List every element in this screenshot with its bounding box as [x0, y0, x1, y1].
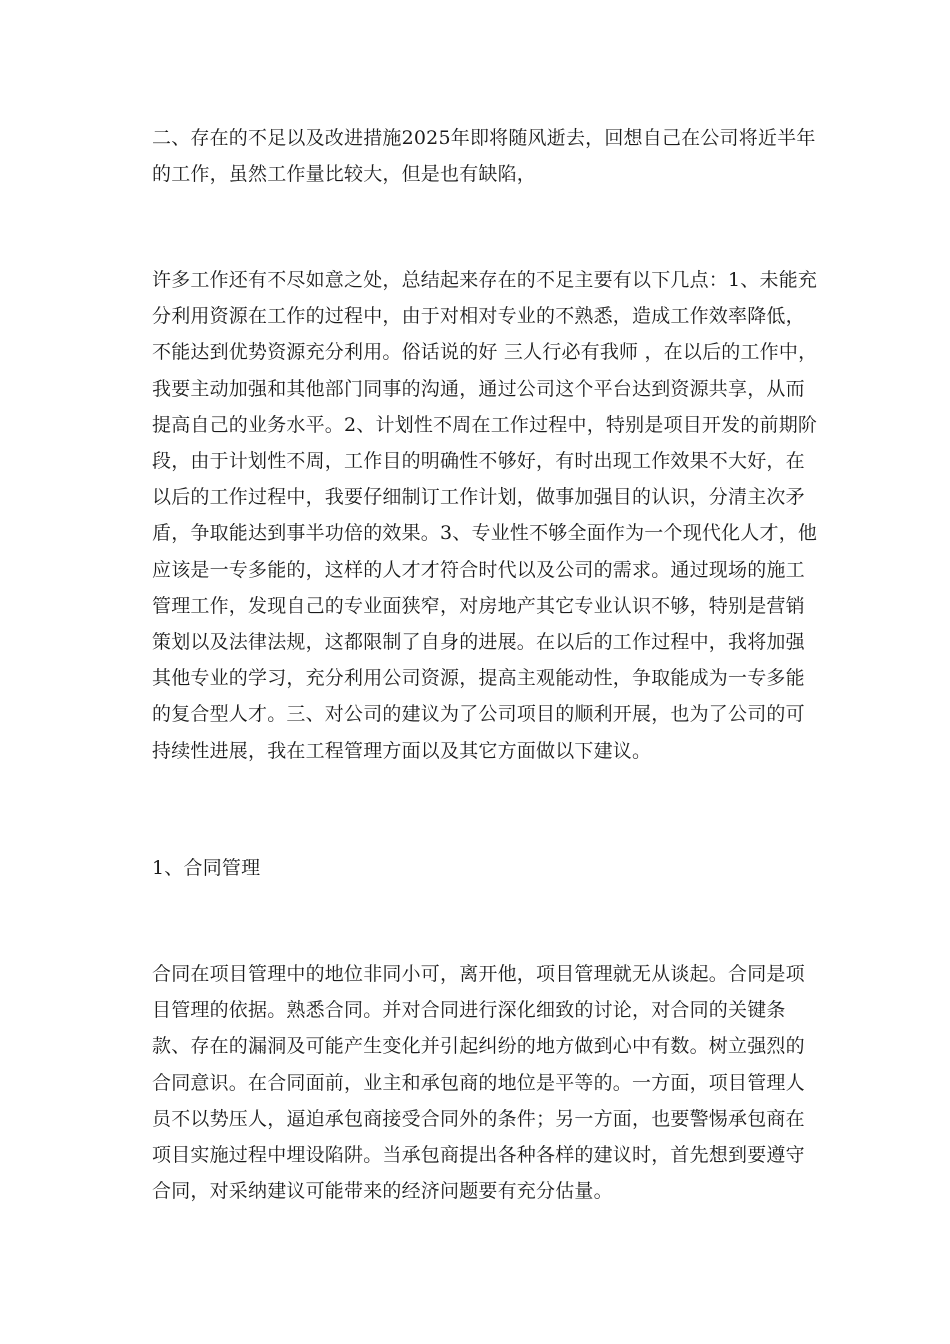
paragraph-shortcomings-details: 许多工作还有不尽如意之处，总结起来存在的不足主要有以下几点：1、未能充分利用资源在工作的过程中，由于对相对专业的不熟悉，造成工作效率降低，不能达到优势资源充分利用。俗话说的好 三人行必有我师 ，在以后的工作中，我要主动加强和其他部门同事的沟通，通过公司这个平台达到资源共享，从而提高自己的业务水平。2、计划性不周在工作过程中，特别是项目开发的前期阶段，由于计划性不周，工作目的明确性不够好，有时出现工作效果不大好，在以后的工作过程中，我要仔细制订工作计划，做事加强目的认识，分清主次矛盾，争取能达到事半功倍的效果。3、专业性不够全面作为一个现代化人才，他应该是一专多能的，这样的人才才符合时代以及公司的需求。通过现场的施工管理工作，发现自己的专业面狭窄，对房地产其它专业认识不够，特别是营销策划以及法律法规，这都限制了自身的进展。在以后的工作过程中，我将加强其他专业的学习，充分利用公司资源，提高主观能动性，争取能成为一专多能的复合型人才。三、对公司的建议为了公司项目的顺利开展，也为了公司的可持续性进展，我在工程管理方面以及其它方面做以下建议。	[152, 269, 818, 762]
paragraph-shortcomings-intro: 二、存在的不足以及改进措施2025年即将随风逝去，回想自己在公司将近半年的工作，虽然工作量比较大，但是也有缺陷，	[152, 127, 816, 186]
paragraph-contract-management: 合同在项目管理中的地位非同小可，离开他，项目管理就无从谈起。合同是项目管理的依据。熟悉合同。并对合同进行深化细致的讨论，对合同的关键条款、存在的漏洞及可能产生变化并引起纠纷的地方做到心中有数。树立强烈的合同意识。在合同面前，业主和承包商的地位是平等的。一方面，项目管理人员不以势压人，逼迫承包商接受合同外的条件；另一方面，也要警惕承包商在项目实施过程中埋设陷阱。当承包商提出各种各样的建议时，首先想到要遵守合同，对采纳建议可能带来的经济问题要有充分估量。	[152, 963, 805, 1203]
section-heading-contract-management: 1、合同管理	[152, 857, 261, 879]
